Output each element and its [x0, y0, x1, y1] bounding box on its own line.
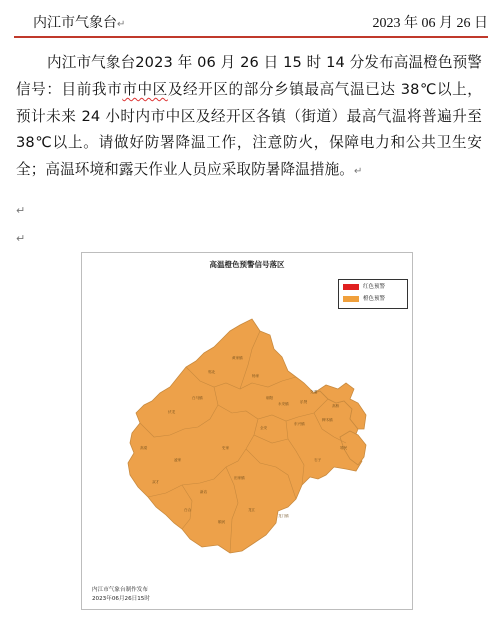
place-label: 白马镇 — [192, 396, 203, 400]
map-title: 高温橙色预警信号落区 — [209, 260, 285, 269]
place-label: 东兴镇 — [294, 422, 305, 426]
place-label: 伏龙 — [168, 410, 176, 414]
place-label: 凌家 — [174, 458, 182, 462]
warning-paragraph — [16, 50, 482, 186]
region-map — [82, 253, 412, 609]
place-label: 新店 — [200, 490, 208, 494]
place-label: 双才 — [152, 480, 160, 484]
spell-highlight: 市中区 — [122, 80, 168, 98]
place-label: 黄家镇 — [232, 356, 243, 360]
map-footer-time: 2023年06月26日15时 — [92, 596, 150, 602]
paragraph-mark: ↵ — [117, 19, 126, 30]
place-label: 田家镇 — [234, 476, 245, 480]
place-label: 永安镇 — [278, 402, 289, 406]
place-label: 朝阳 — [266, 396, 274, 400]
place-label: 交通 — [310, 390, 318, 394]
place-label: 龙门镇 — [278, 514, 289, 518]
map-footer-org: 内江市气象台制作发布 — [92, 587, 148, 593]
warning-map — [81, 252, 413, 610]
paragraph-mark: ↵ — [353, 166, 363, 178]
place-label: 全安 — [260, 426, 268, 430]
place-label: 高桥 — [332, 404, 340, 408]
place-label: 郭北 — [208, 370, 216, 374]
header-org: 内江市气象台↵ — [33, 15, 126, 31]
place-label: 石子 — [314, 458, 322, 462]
place-label: 史家 — [222, 446, 230, 450]
header-date: 2023 年 06 月 26 日 — [372, 16, 488, 31]
paragraph-text-start: 内江市气象台2023 年 06 月 26 日 15 时 14 分发布高温橙色预警信号：目前我市 — [16, 54, 482, 98]
header-rule — [14, 36, 488, 38]
place-label: 杨家 — [252, 374, 260, 378]
empty-paragraph-mark: ↵ — [16, 232, 26, 245]
place-label: 乐贤 — [300, 400, 308, 404]
document-header — [0, 0, 496, 40]
place-label: 龙江 — [248, 508, 256, 512]
legend-label: 橙色预警 — [363, 296, 386, 302]
place-label: 顺河 — [218, 520, 226, 524]
place-label: 靖民 — [340, 446, 348, 450]
empty-paragraph-mark: ↵ — [16, 204, 26, 217]
place-label: 白合 — [184, 508, 192, 512]
paragraph-text-rest: 及经开区的部分乡镇最高气温已达 38℃以上，预计未来 24 小时内市中区及经开区各镇（街道）最高气温将普遍升至 38℃以上。请做好防署降温工作，注意防火，保障电力和公共卫生安全；高温环境和露天作业人员应采取防暑降温措施。 — [16, 80, 482, 179]
legend-label: 红色预警 — [363, 284, 386, 290]
place-label: 高梁 — [140, 446, 148, 450]
place-label: 椑木镇 — [322, 418, 333, 422]
